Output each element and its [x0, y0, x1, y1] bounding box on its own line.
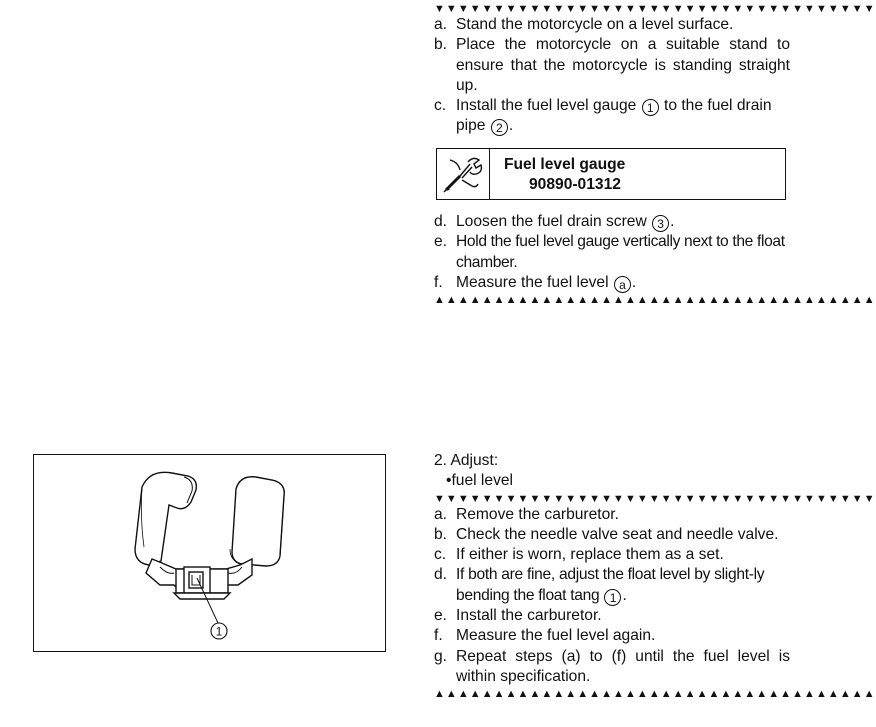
wrench-gauge-icon — [437, 149, 490, 199]
step-text-part: . — [508, 117, 514, 135]
special-tool-box — [436, 148, 786, 200]
step-text-part: If both are fine, adjust the float level by slight-ly bending the float tang — [456, 566, 765, 604]
callout-mark: 2 — [491, 119, 508, 136]
step-text: Install the carburetor. — [456, 607, 602, 625]
step-label: e. — [434, 607, 448, 625]
callout-mark: 1 — [642, 99, 659, 116]
tool-text — [490, 149, 785, 199]
step-text: Remove the carburetor. — [456, 505, 619, 523]
step-label: d. — [434, 213, 448, 230]
callout-mark: a — [614, 276, 631, 293]
step-text: Repeat steps (a) to (f) until the fuel level is within specification. — [456, 647, 790, 685]
step-text-part: . — [631, 273, 637, 291]
step-label: d. — [434, 566, 448, 584]
step-text-part: Measure the fuel level — [456, 273, 609, 291]
step-e — [434, 606, 790, 626]
step-text — [456, 565, 790, 606]
step-f — [434, 626, 790, 646]
step-f — [434, 273, 790, 293]
callout-mark: 1 — [604, 589, 621, 606]
procedure-section-1b — [434, 212, 876, 307]
step-text-part: to the fuel drain pipe — [456, 97, 772, 135]
step-text-part: . — [622, 586, 627, 604]
step-a — [434, 15, 790, 35]
procedure-section-2 — [434, 451, 876, 701]
step-text-part: . — [670, 213, 675, 230]
callout-mark: 3 — [652, 215, 669, 232]
step-b — [434, 525, 790, 545]
tool-name: Fuel level gauge — [504, 156, 626, 173]
tool-part-number: 90890-01312 — [529, 176, 621, 193]
start-marker-row: ▼▼▼▼▼▼▼▼▼▼▼▼▼▼▼▼▼▼▼▼▼▼▼▼▼▼▼▼▼▼▼▼▼▼▼▼▼ — [434, 3, 876, 15]
step-a — [434, 505, 790, 525]
step-label: g. — [434, 647, 448, 665]
step-c — [434, 96, 790, 137]
step-label: c. — [434, 97, 447, 115]
step-text: If either is worn, replace them as a set. — [456, 546, 724, 564]
step-label: a. — [434, 16, 448, 33]
step-label: f. — [434, 627, 443, 645]
step-c — [434, 545, 790, 565]
step-d — [434, 565, 790, 606]
procedure-section-1 — [434, 3, 876, 137]
step-text: Stand the motorcycle on a level surface. — [456, 16, 734, 33]
step-label: a. — [434, 505, 448, 523]
step-text — [456, 273, 790, 293]
adjust-heading: 2. Adjust: — [434, 452, 499, 469]
step-label: e. — [434, 233, 448, 251]
step-g — [434, 647, 790, 688]
step-e — [434, 232, 790, 273]
step-label: b. — [434, 36, 448, 54]
step-label: b. — [434, 525, 448, 543]
float-illustration — [34, 455, 384, 650]
step-d — [434, 212, 790, 232]
step-text: Hold the fuel level gauge vertically next to the float chamber. — [456, 233, 785, 271]
step-text: Check the needle valve seat and needle valve. — [456, 525, 779, 543]
step-text: Measure the fuel level again. — [456, 627, 656, 645]
step-label: c. — [434, 546, 447, 564]
step-text-part: Loosen the fuel drain screw — [456, 213, 647, 230]
float-assembly-figure — [33, 454, 386, 652]
adjust-target: •fuel level — [446, 472, 514, 490]
start-marker-row: ▼▼▼▼▼▼▼▼▼▼▼▼▼▼▼▼▼▼▼▼▼▼▼▼▼▼▼▼▼▼▼▼▼▼▼▼▼ — [434, 492, 876, 505]
step-text-part: Install the fuel level gauge — [456, 97, 637, 115]
end-marker-row: ▲▲▲▲▲▲▲▲▲▲▲▲▲▲▲▲▲▲▲▲▲▲▲▲▲▲▲▲▲▲▲▲▲▲▲▲▲ — [434, 688, 876, 701]
step-text — [456, 212, 790, 232]
step-label: f. — [434, 273, 443, 291]
figure-callout: 1 — [215, 624, 223, 639]
end-marker-row: ▲▲▲▲▲▲▲▲▲▲▲▲▲▲▲▲▲▲▲▲▲▲▲▲▲▲▲▲▲▲▲▲▲▲▲▲▲ — [434, 294, 876, 307]
step-text: Place the motorcycle on a suitable stand to ensure that the motorcycle is standing straight up. — [456, 36, 790, 94]
step-b — [434, 35, 790, 96]
step-text — [456, 96, 790, 137]
